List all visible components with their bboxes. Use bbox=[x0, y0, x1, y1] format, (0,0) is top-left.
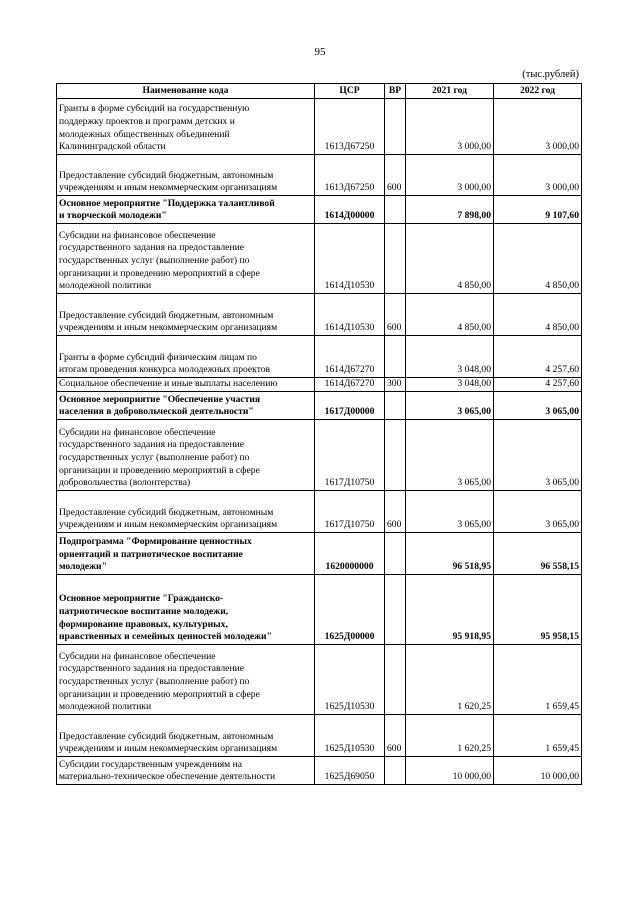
row-csr-cell: 1614Д67270 bbox=[315, 336, 385, 378]
row-name-cell bbox=[57, 155, 315, 196]
row-csr-cell: 1625Д10530 bbox=[315, 715, 385, 757]
row-name-line: Основное мероприятие "Обеспечение участия bbox=[59, 393, 261, 405]
row-vr-cell bbox=[385, 336, 406, 378]
row-2022-cell: 4 257,60 bbox=[494, 336, 582, 378]
unit-note: (тыс.рублей) bbox=[522, 69, 579, 80]
row-name-cell bbox=[57, 533, 315, 575]
table-header-row bbox=[57, 84, 582, 99]
row-name-line: организации и проведению мероприятий в сфере bbox=[59, 267, 260, 279]
row-2022-cell: 3 000,00 bbox=[494, 155, 582, 196]
row-2021-cell: 3 048,00 bbox=[406, 378, 494, 392]
row-csr-cell: 1617Д10750 bbox=[315, 491, 385, 533]
page-number: 95 bbox=[314, 46, 326, 58]
table-row bbox=[57, 491, 582, 533]
row-name-cell bbox=[57, 575, 315, 645]
row-2021-cell: 4 850,00 bbox=[406, 224, 494, 294]
table-row bbox=[57, 392, 582, 420]
row-name-line: Субсидии государственным учреждениям на bbox=[59, 758, 242, 770]
row-vr-cell: 600 bbox=[385, 491, 406, 533]
header-2021: 2021 год bbox=[406, 84, 494, 99]
row-2021-cell: 10 000,00 bbox=[406, 757, 494, 785]
table-row bbox=[57, 575, 582, 645]
row-2021-cell: 3 048,00 bbox=[406, 336, 494, 378]
row-csr-cell: 1625Д00000 bbox=[315, 575, 385, 645]
row-name-line: молодежной политики bbox=[59, 701, 152, 713]
row-2021-cell: 7 898,00 bbox=[406, 196, 494, 224]
row-2022-cell: 4 850,00 bbox=[494, 224, 582, 294]
header-vr: ВР bbox=[385, 84, 406, 99]
header-2022: 2022 год bbox=[494, 84, 582, 99]
row-name-line: и творческой молодежи" bbox=[59, 210, 167, 222]
row-name-line: нравственных и семейных ценностей молодежи" bbox=[59, 631, 272, 643]
row-vr-cell bbox=[385, 392, 406, 420]
row-name-cell bbox=[57, 392, 315, 420]
row-2021-cell: 96 518,95 bbox=[406, 533, 494, 575]
row-2022-cell: 96 558,15 bbox=[494, 533, 582, 575]
row-name-line: Предоставление субсидий бюджетным, автономным bbox=[59, 730, 274, 742]
row-2022-cell: 4 850,00 bbox=[494, 294, 582, 336]
row-2021-cell: 3 065,00 bbox=[406, 392, 494, 420]
row-2022-cell: 3 065,00 bbox=[494, 392, 582, 420]
table-row bbox=[57, 757, 582, 785]
row-vr-cell: 600 bbox=[385, 155, 406, 196]
row-2021-cell: 3 000,00 bbox=[406, 155, 494, 196]
row-name-line: государственного задания на предоставление bbox=[59, 439, 244, 451]
row-csr-cell: 1614Д67270 bbox=[315, 378, 385, 392]
row-name-line: организации и проведению мероприятий в сфере bbox=[59, 688, 260, 700]
row-vr-cell bbox=[385, 99, 406, 155]
row-name-line: государственных услуг (выполнение работ) по bbox=[59, 255, 250, 267]
row-csr-cell: 1617Д00000 bbox=[315, 392, 385, 420]
row-name-line: учреждениям и иным некоммерческим организациям bbox=[59, 322, 278, 334]
row-2022-cell: 3 065,00 bbox=[494, 420, 582, 491]
row-name-cell bbox=[57, 99, 315, 155]
row-name-line: Субсидии на финансовое обеспечение bbox=[59, 426, 216, 438]
row-name-line: государственных услуг (выполнение работ) по bbox=[59, 676, 250, 688]
row-vr-cell bbox=[385, 575, 406, 645]
row-2021-cell: 4 850,00 bbox=[406, 294, 494, 336]
row-name-line: Основное мероприятие "Поддержка талантливой bbox=[59, 197, 275, 209]
row-name-line: учреждениям и иным некоммерческим организациям bbox=[59, 743, 278, 755]
row-2022-cell: 95 958,15 bbox=[494, 575, 582, 645]
row-name-cell bbox=[57, 757, 315, 785]
row-name-line: организации и проведению мероприятий в сфере bbox=[59, 464, 260, 476]
row-2022-cell: 9 107,60 bbox=[494, 196, 582, 224]
row-csr-cell: 1620000000 bbox=[315, 533, 385, 575]
header-name: Наименование кода bbox=[57, 84, 315, 99]
row-name-line: Субсидии на финансовое обеспечение bbox=[59, 229, 216, 241]
row-name-line: молодежной политики bbox=[59, 280, 152, 292]
row-2021-cell: 1 620,25 bbox=[406, 645, 494, 715]
table-row bbox=[57, 294, 582, 336]
row-2021-cell: 3 000,00 bbox=[406, 99, 494, 155]
row-vr-cell: 600 bbox=[385, 715, 406, 757]
row-name-line: материально-техническое обеспечение деятельности bbox=[59, 771, 276, 783]
row-2021-cell: 95 918,95 bbox=[406, 575, 494, 645]
row-2022-cell: 1 659,45 bbox=[494, 715, 582, 757]
row-name-line: учреждениям и иным некоммерческим организациям bbox=[59, 519, 278, 531]
row-csr-cell: 1617Д10750 bbox=[315, 420, 385, 491]
row-2022-cell: 3 065,00 bbox=[494, 491, 582, 533]
table-row bbox=[57, 378, 582, 392]
row-2021-cell: 1 620,25 bbox=[406, 715, 494, 757]
row-name-cell bbox=[57, 294, 315, 336]
row-name-line: Предоставление субсидий бюджетным, автономным bbox=[59, 309, 274, 321]
row-name-line: Гранты в форме субсидий физическим лицам по bbox=[59, 351, 257, 363]
row-name-line: государственного задания на предоставление bbox=[59, 663, 244, 675]
table-body bbox=[57, 99, 582, 785]
header-csr: ЦСР bbox=[315, 84, 385, 99]
row-vr-cell bbox=[385, 196, 406, 224]
row-csr-cell: 1614Д10530 bbox=[315, 294, 385, 336]
table-row bbox=[57, 155, 582, 196]
row-name-cell bbox=[57, 645, 315, 715]
table-row bbox=[57, 533, 582, 575]
row-name-cell bbox=[57, 378, 315, 392]
row-name-line: формирование правовых, культурных, bbox=[59, 618, 228, 630]
row-name-cell bbox=[57, 420, 315, 491]
table-row bbox=[57, 336, 582, 378]
row-vr-cell bbox=[385, 757, 406, 785]
row-name-line: добровольчества (волонтерства) bbox=[59, 477, 191, 489]
row-name-line: патриотическое воспитание молодежи, bbox=[59, 606, 229, 618]
row-name-cell bbox=[57, 715, 315, 757]
row-name-line: государственного задания на предоставление bbox=[59, 242, 244, 254]
table-row bbox=[57, 715, 582, 757]
table-row bbox=[57, 224, 582, 294]
row-csr-cell: 1614Д10530 bbox=[315, 224, 385, 294]
table-row bbox=[57, 645, 582, 715]
row-name-line: молодежи" bbox=[59, 561, 107, 573]
row-name-line: итогам проведения конкурса молодежных проектов bbox=[59, 364, 271, 376]
row-csr-cell: 1625Д10530 bbox=[315, 645, 385, 715]
table-row bbox=[57, 196, 582, 224]
table-row bbox=[57, 99, 582, 155]
row-name-cell bbox=[57, 336, 315, 378]
row-2022-cell: 3 000,00 bbox=[494, 99, 582, 155]
row-vr-cell bbox=[385, 645, 406, 715]
row-name-line: Гранты в форме субсидий на государственную bbox=[59, 103, 250, 115]
row-vr-cell bbox=[385, 420, 406, 491]
row-name-line: молодежных общественных объединений bbox=[59, 128, 230, 140]
row-2022-cell: 1 659,45 bbox=[494, 645, 582, 715]
row-name-cell bbox=[57, 196, 315, 224]
row-name-line: Калининградской области bbox=[59, 141, 166, 153]
row-csr-cell: 1613Д67250 bbox=[315, 99, 385, 155]
row-csr-cell: 1613Д67250 bbox=[315, 155, 385, 196]
row-name-line: учреждениям и иным некоммерческим организациям bbox=[59, 182, 278, 194]
row-name-line: Предоставление субсидий бюджетным, автономным bbox=[59, 506, 274, 518]
row-name-line: Предоставление субсидий бюджетным, автономным bbox=[59, 169, 274, 181]
table-row bbox=[57, 420, 582, 491]
row-vr-cell: 600 bbox=[385, 294, 406, 336]
row-csr-cell: 1625Д69050 bbox=[315, 757, 385, 785]
row-name-line: ориентаций и патриотическое воспитание bbox=[59, 548, 243, 560]
row-2021-cell: 3 065,00 bbox=[406, 420, 494, 491]
row-vr-cell bbox=[385, 224, 406, 294]
row-name-line: Социальное обеспечение и иные выплаты населению bbox=[59, 378, 278, 390]
row-vr-cell: 300 bbox=[385, 378, 406, 392]
row-2022-cell: 10 000,00 bbox=[494, 757, 582, 785]
budget-table bbox=[56, 83, 582, 785]
row-name-line: поддержку проектов и программ детских и bbox=[59, 116, 235, 128]
row-name-line: Субсидии на финансовое обеспечение bbox=[59, 650, 216, 662]
row-name-line: государственных услуг (выполнение работ) по bbox=[59, 452, 250, 464]
row-csr-cell: 1614Д00000 bbox=[315, 196, 385, 224]
row-name-cell bbox=[57, 224, 315, 294]
row-name-line: Подпрограмма "Формирование ценностных bbox=[59, 536, 252, 548]
row-name-cell bbox=[57, 491, 315, 533]
row-name-line: Основное мероприятие "Гражданско- bbox=[59, 593, 224, 605]
row-2021-cell: 3 065,00 bbox=[406, 491, 494, 533]
row-name-line: населения в добровольческой деятельности" bbox=[59, 406, 254, 418]
row-vr-cell bbox=[385, 533, 406, 575]
row-2022-cell: 4 257,60 bbox=[494, 378, 582, 392]
